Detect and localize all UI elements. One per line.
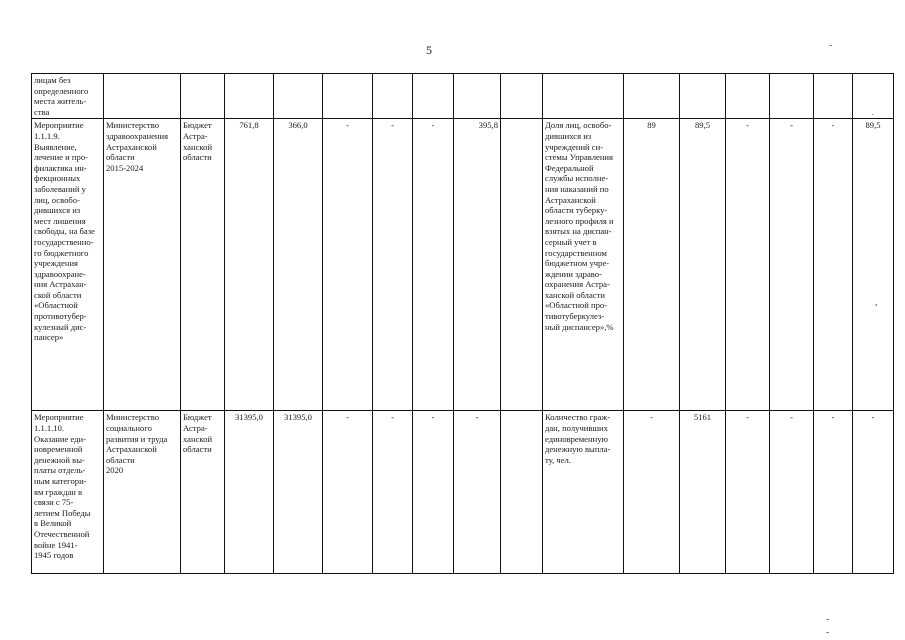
funding-year-cell: - (323, 119, 373, 411)
scan-speck: , (875, 297, 878, 308)
scan-speck: - (826, 627, 830, 638)
indicator-value-cell: - (853, 411, 894, 574)
funding-year-cell: - (323, 411, 373, 574)
funding-source-cell (181, 74, 225, 119)
indicator-value-cell (680, 74, 726, 119)
indicator-value-cell (726, 74, 770, 119)
funding-year-cell: - (373, 411, 413, 574)
funding-year-cell (501, 411, 543, 574)
funding-total-cell (225, 74, 274, 119)
funding-year-cell: 31395,0 (274, 411, 323, 574)
indicator-value-cell (814, 74, 853, 119)
executor-cell: Министерство социального развития и труда Астраханской области 2020 (104, 411, 181, 574)
funding-year-cell (413, 74, 454, 119)
indicator-value-cell: - (814, 411, 853, 574)
indicator-value-cell: - (770, 119, 814, 411)
funding-total-cell: 761,8 (225, 119, 274, 411)
executor-cell (104, 74, 181, 119)
funding-year-cell: 366,0 (274, 119, 323, 411)
funding-year-cell: - (413, 411, 454, 574)
indicator-value-cell (770, 74, 814, 119)
table-row (32, 119, 894, 411)
indicator-value-cell: 89,5 (680, 119, 726, 411)
funding-total-cell: 31395,0 (225, 411, 274, 574)
activity-name-cell: лицам без определенного места житель- ства (32, 74, 104, 119)
indicator-name-cell: Доля лиц, освобо- дившихся из учреждений си- стемы Управления Федеральной службы исполне- ния наказаний по Астраханской области туберку- лезного профиля и взятых на диспан- серный учет в государственном бюджетном учре- ждении здраво- охранения Астра- ханской области «Областной про- тивотуберкулез- ный диспансер»,% (543, 119, 624, 411)
indicator-name-cell (543, 74, 624, 119)
funding-year-cell (373, 74, 413, 119)
scan-speck: - (829, 40, 833, 51)
indicator-value-cell: - (814, 119, 853, 411)
indicator-value-cell (624, 74, 680, 119)
activity-name-cell: Мероприятие 1.1.1.10. Оказание еди- новременной денежной вы- платы отдель- ным категори- ям граждан в связи с 75- летием Победы в Великой Отечественной войне 1941- 1945 годов (32, 411, 104, 574)
indicator-value-cell: - (770, 411, 814, 574)
funding-year-cell: 395,8 (454, 119, 501, 411)
funding-year-cell (274, 74, 323, 119)
scan-speck: - (826, 614, 830, 625)
funding-year-cell (501, 74, 543, 119)
indicator-name-cell: Количество граж- дан, получивших единовременную денежную выпла- ту, чел. (543, 411, 624, 574)
indicator-value-cell: 89,5 (853, 119, 894, 411)
funding-year-cell: - (373, 119, 413, 411)
indicator-value-cell: - (624, 411, 680, 574)
indicator-value-cell: 89 (624, 119, 680, 411)
funding-source-cell: Бюджет Астра- ханской области (181, 119, 225, 411)
funding-year-cell (454, 74, 501, 119)
funding-source-cell: Бюджет Астра- ханской области (181, 411, 225, 574)
table-row (32, 411, 894, 574)
indicator-value-cell: . (853, 74, 894, 119)
activity-name-cell: Мероприятие 1.1.1.9. Выявление, лечение и про- филактика ин- фекционных заболеваний у лиц, освобо- дившихся из мест лишения свободы, на базе государственно- го бюджетного учреждения здравоохране- ния Астрахан- ской области «Областной противотубер- кулезный дис- пансер» (32, 119, 104, 411)
program-activities-table (31, 73, 894, 574)
funding-year-cell (323, 74, 373, 119)
funding-year-cell: - (454, 411, 501, 574)
funding-year-cell (501, 119, 543, 411)
page-number: 5 (426, 43, 432, 57)
executor-cell: Министерство здравоохранения Астраханской области 2015-2024 (104, 119, 181, 411)
funding-year-cell: - (413, 119, 454, 411)
indicator-value-cell: - (726, 411, 770, 574)
indicator-value-cell: - (726, 119, 770, 411)
table-row-continuation (32, 74, 894, 119)
indicator-value-cell: 5161 (680, 411, 726, 574)
